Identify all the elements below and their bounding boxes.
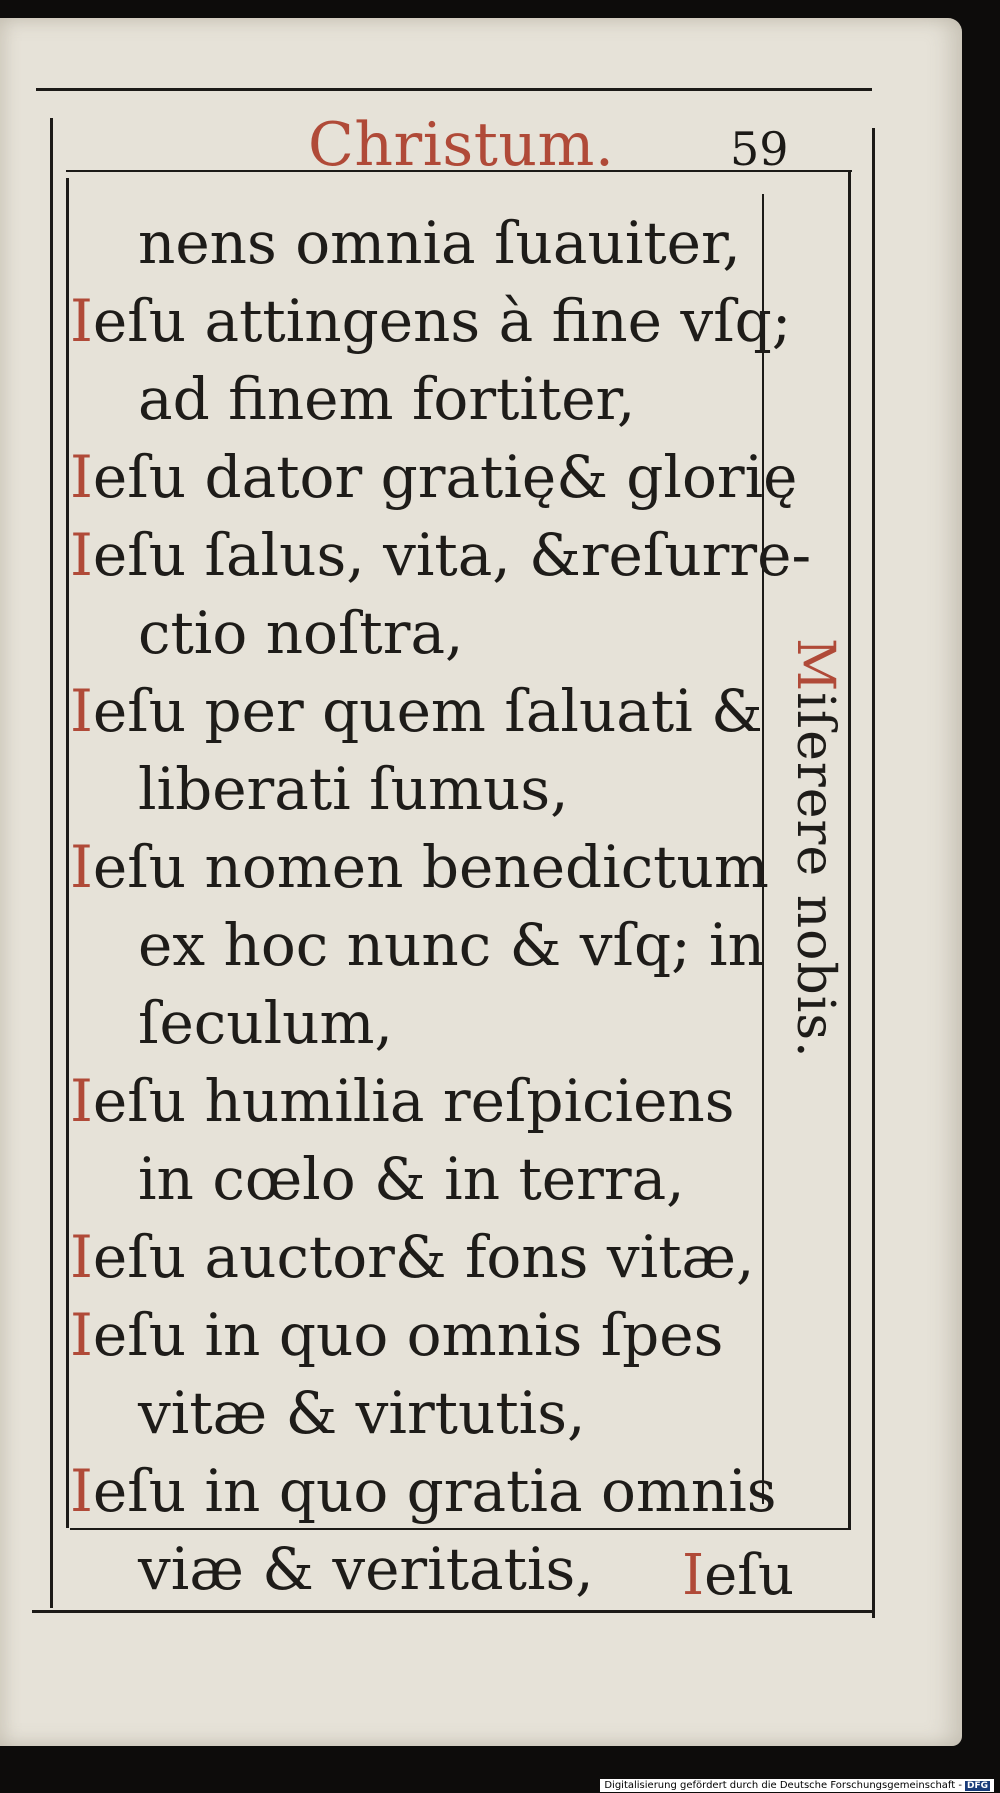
line-text: eſu per quem ſaluati & xyxy=(92,677,763,745)
line-text: liberati ſumus, xyxy=(138,755,569,823)
line-text: ctio noſtra, xyxy=(138,599,464,667)
text-line xyxy=(70,1062,770,1140)
text-line xyxy=(70,672,770,750)
response-text: iſerere nobis. xyxy=(785,692,845,1059)
text-line xyxy=(70,1452,777,1530)
text-line xyxy=(70,594,770,672)
credit-text: Digitalisierung gefördert durch die Deutsche Forschungsgemeinschaft - xyxy=(604,1780,962,1791)
line-text: in cœlo & in terra, xyxy=(138,1145,685,1213)
text-line xyxy=(70,360,770,438)
rubric-initial: I xyxy=(70,1457,93,1525)
text-line xyxy=(70,984,770,1062)
book-page xyxy=(0,18,962,1746)
text-line xyxy=(70,1218,770,1296)
text-line xyxy=(70,1374,770,1452)
line-text: eſu in quo gratia omnis xyxy=(92,1457,777,1525)
line-text: viæ & veritatis, xyxy=(138,1535,594,1603)
response-initial: M xyxy=(785,638,845,693)
line-text: eſu attingens à fine vſq; xyxy=(92,287,792,355)
catchword-text: eſu xyxy=(704,1543,795,1608)
line-text: eſu auctor& fons vitæ, xyxy=(92,1223,755,1291)
inner-left-rule xyxy=(66,178,69,1528)
line-text: eſu dator gratię& glorię xyxy=(92,443,798,511)
line-text: eſu in quo omnis ſpes xyxy=(92,1301,724,1369)
inner-right-rule xyxy=(848,170,851,1530)
text-line xyxy=(70,1296,770,1374)
outer-right-rule xyxy=(872,128,875,1618)
rubric-initial: I xyxy=(70,677,93,745)
text-line xyxy=(70,204,770,282)
rubric-initial: I xyxy=(70,1223,93,1291)
line-text: ex hoc nunc & vſq; in xyxy=(138,911,765,979)
page-number: 59 xyxy=(730,122,789,176)
line-text: eſu ſalus, vita, &reſurre- xyxy=(92,521,812,589)
text-line xyxy=(70,516,812,594)
line-text: eſu humilia reſpiciens xyxy=(92,1067,735,1135)
text-line xyxy=(70,1530,770,1608)
line-text: nens omnia ſuauiter, xyxy=(138,209,741,277)
rubric-initial: I xyxy=(70,1067,93,1135)
bottom-rule xyxy=(32,1610,872,1613)
catchword-initial: I xyxy=(682,1543,705,1608)
response-vertical xyxy=(785,638,845,1059)
litany-text xyxy=(70,204,812,1608)
line-text: ad finem fortiter, xyxy=(138,365,636,433)
text-line xyxy=(70,828,770,906)
line-text: ſeculum, xyxy=(138,989,393,1057)
text-line xyxy=(70,282,792,360)
rubric-initial: I xyxy=(70,287,93,355)
rubric-initial: I xyxy=(70,443,93,511)
rubric-initial: I xyxy=(70,521,93,589)
rubric-initial: I xyxy=(70,1301,93,1369)
rubric-initial: I xyxy=(70,833,93,901)
line-text: vitæ & virtutis, xyxy=(138,1379,586,1447)
text-line xyxy=(70,750,770,828)
line-text: eſu nomen benedictum xyxy=(92,833,769,901)
running-head: Christum. xyxy=(308,110,615,180)
catchword xyxy=(682,1543,794,1608)
text-line xyxy=(70,1140,770,1218)
dfg-logo: DFG xyxy=(966,1780,988,1791)
text-line xyxy=(70,906,770,984)
outer-left-rule xyxy=(50,118,53,1608)
top-rule xyxy=(36,88,872,91)
digitization-credit xyxy=(600,1779,994,1792)
text-line xyxy=(70,438,798,516)
